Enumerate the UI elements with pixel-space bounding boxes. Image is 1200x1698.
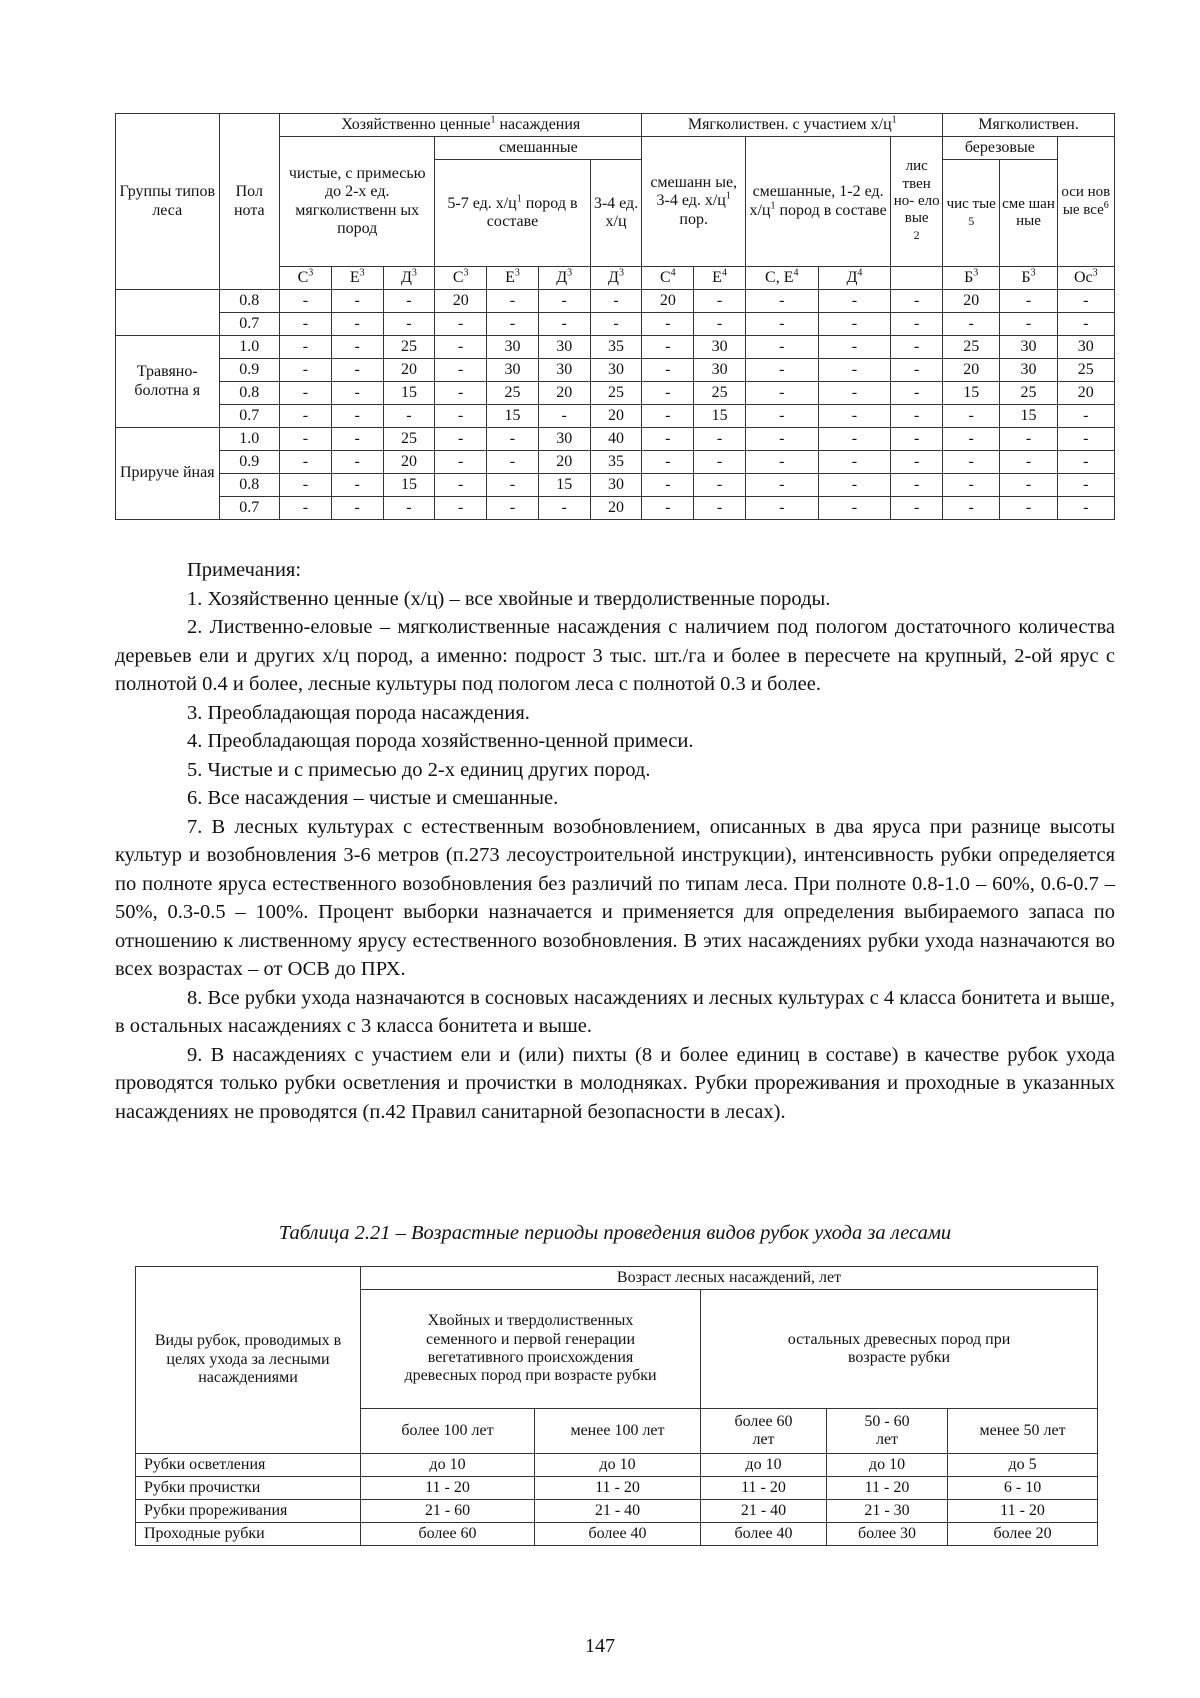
intensity-cell: - [745,336,818,359]
polnota-cell: 0.8 [219,474,280,497]
intensity-cell: - [435,359,487,382]
intensity-cell: 20 [590,497,642,520]
header-softwood-with-valuable: Мягколиствен. с участием $х/ц^1$ [642,114,943,137]
intensity-cell: - [745,290,818,313]
intensity-cell: 15 [487,405,539,428]
intensity-cell: - [435,474,487,497]
intensity-cell: - [331,428,383,451]
intensity-cell: - [891,313,943,336]
header-aspen: оси нов ые все$^6$ [1057,137,1114,267]
intensity-cell: - [642,313,694,336]
species-cell: $С^4$ [642,267,694,290]
intensity-cell: - [435,451,487,474]
age-range-cell: более 40 [701,1523,827,1546]
intensity-cell: 20 [943,359,1000,382]
intensity-cell: 30 [1000,336,1057,359]
table-caption: Таблица 2.21 – Возрастные периоды проведения видов рубок ухода за лесами [278,1222,952,1244]
intensity-cell: 15 [1000,405,1057,428]
intensity-cell: - [590,290,642,313]
intensity-cell: - [943,497,1000,520]
intensity-cell: 30 [487,336,539,359]
species-cell: $Б^3$ [1000,267,1057,290]
note-item: 9. В насаждениях с участием ели и (или) пихты (8 и более единиц в составе) в качестве рубок ухода проводятся только рубки осветления и прочистки в молодняках. Рубки прореживания и проходные в указанных насаждениях не проводятся (п.42 Правил санитарной безопасности в лесах). [115,1043,1115,1123]
intensity-cell: 25 [590,382,642,405]
note-item: 5. Чистые и с примесью до 2-х единиц других пород. [187,758,651,781]
intensity-cell: - [891,451,943,474]
age-periods-table [135,1266,1098,1546]
intensity-cell: - [818,359,891,382]
species-cell [891,267,943,290]
age-range-cell: до 10 [535,1454,701,1477]
intensity-cell: 20 [538,451,590,474]
intensity-cell: 40 [590,428,642,451]
age-range-cell: более 20 [948,1523,1098,1546]
intensity-cell: 30 [590,474,642,497]
age-range-cell: более 60 [361,1523,535,1546]
intensity-cell: 20 [1057,382,1114,405]
table-row [116,382,1115,405]
intensity-cell: - [943,313,1000,336]
intensity-cell: - [383,290,435,313]
age-range-cell: до 10 [361,1454,535,1477]
intensity-cell: - [943,474,1000,497]
intensity-cell: 15 [694,405,746,428]
species-cell: $Д^3$ [590,267,642,290]
table-row [116,497,1115,520]
intensity-cell: 25 [383,428,435,451]
age-range-cell: 11 - 20 [361,1477,535,1500]
intensity-cell: - [818,451,891,474]
intensity-cell: - [383,497,435,520]
intensity-cell: 25 [383,336,435,359]
intensity-cell: 15 [943,382,1000,405]
intensity-cell: - [331,451,383,474]
intensity-cell: - [280,336,332,359]
intensity-cell: - [1000,428,1057,451]
intensity-cell: - [1057,313,1114,336]
intensity-cell: - [818,474,891,497]
intensity-cell: - [331,405,383,428]
intensity-cell: - [642,359,694,382]
table-row [116,428,1115,451]
intensity-cell: - [1000,451,1057,474]
intensity-cell: - [642,497,694,520]
intensity-cell: - [745,382,818,405]
header-57: 5-7 ед. $х/ц^1$ пород в составе [435,160,590,267]
intensity-cell: - [694,290,746,313]
notes-title: Примечания: [187,559,302,581]
note-item: 4. Преобладающая порода хозяйственно-ценной примеси. [187,730,694,752]
forest-group-name: Прируче йная [116,428,220,520]
cutting-kind: Проходные рубки [136,1523,361,1546]
intensity-cell: 25 [1057,359,1114,382]
intensity-cell: 30 [694,336,746,359]
intensity-cell: - [1057,405,1114,428]
cutting-kind: Рубки осветления [136,1454,361,1477]
table-row [136,1523,1098,1546]
forest-group-name [116,290,220,336]
species-cell: $С^3$ [435,267,487,290]
polnota-cell: 0.8 [219,382,280,405]
intensity-cell: - [1057,497,1114,520]
intensity-cell: - [694,474,746,497]
intensity-cell: - [435,497,487,520]
intensity-cell: - [590,313,642,336]
intensity-cell: - [1057,451,1114,474]
header-birch-mixed: сме шан ные [1000,160,1057,267]
intensity-cell: - [435,428,487,451]
intensity-cell: 30 [590,359,642,382]
table-row [136,1500,1098,1523]
intensity-cell: - [280,405,332,428]
intensity-cell: - [818,382,891,405]
intensity-cell: 25 [487,382,539,405]
page-number: 147 [585,1635,615,1657]
header-birch: березовые [943,137,1058,160]
intensity-cell: - [538,405,590,428]
intensity-cell: 25 [1000,382,1057,405]
header-pure: чистые, с примесью до 2-х ед. мягколиственн ых пород [280,137,435,267]
conifer-header: Хвойных и твердолиственных семенного и первой генерации вегетативного происхождения древесных пород при возрасте рубки [361,1290,701,1409]
intensity-cell: - [487,290,539,313]
table-row [116,359,1115,382]
intensity-cell: - [280,497,332,520]
intensity-cell: - [538,290,590,313]
intensity-cell: - [818,290,891,313]
table-row [136,1477,1098,1500]
intensity-cell: - [891,474,943,497]
intensity-cell: 20 [435,290,487,313]
intensity-cell: 15 [383,474,435,497]
age-range-cell: 21 - 60 [361,1500,535,1523]
intensity-cell: 30 [1000,359,1057,382]
intensity-cell: - [818,336,891,359]
intensity-cell: - [487,428,539,451]
intensity-cell: - [642,382,694,405]
intensity-cell: - [1000,474,1057,497]
note-item: 1. Хозяйственно ценные (х/ц) – все хвойные и твердолиственные породы. [187,587,831,610]
intensity-cell: - [891,428,943,451]
age-range-cell: 11 - 20 [535,1477,701,1500]
age-range-cell: более 40 [535,1523,701,1546]
polnota-header: Пол нота [219,114,280,290]
age-range-cell: 21 - 40 [535,1500,701,1523]
polnota-cell: 0.7 [219,405,280,428]
intensity-cell: 20 [383,359,435,382]
header-birch-pure: чис тые 5 [943,160,1000,267]
intensity-cell: 35 [590,451,642,474]
intensity-cell: - [280,290,332,313]
intensity-cell: - [943,428,1000,451]
intensity-cell: - [694,497,746,520]
polnota-cell: 0.7 [219,497,280,520]
header-leaf-spruce: лис твен но- ело вые 2 [891,137,943,267]
header-34: 3-4 ед. х/ц [590,160,642,267]
kinds-header: Виды рубок, проводимых в целях ухода за лесными насаждениями [136,1267,361,1454]
intensity-cell: - [891,336,943,359]
intensity-cell: - [487,474,539,497]
age-range-cell: 21 - 40 [701,1500,827,1523]
species-cell: $Е^3$ [331,267,383,290]
age-subheader: менее 100 лет [535,1409,701,1454]
intensity-cell: - [745,405,818,428]
note-item: 8. Все рубки ухода назначаются в сосновых насаждениях и лесных культурах с 4 класса бонитета и выше, в остальных насаждениях с 3 класса бонитета и выше. [115,986,1115,1037]
intensity-cell: - [331,336,383,359]
intensity-cell: 20 [383,451,435,474]
table-row [116,313,1115,336]
age-range-cell: до 5 [948,1454,1098,1477]
age-range-cell: до 10 [701,1454,827,1477]
polnota-cell: 0.8 [219,290,280,313]
intensity-cell: - [891,382,943,405]
table-row [136,1454,1098,1477]
intensity-cell: - [280,313,332,336]
intensity-cell: - [1000,313,1057,336]
intensity-cell: - [891,359,943,382]
intensity-cell: 30 [538,428,590,451]
species-cell: $Ос^3$ [1057,267,1114,290]
intensity-cell: - [745,451,818,474]
intensity-cell: - [280,428,332,451]
intensity-cell: - [1057,428,1114,451]
intensity-cell: 30 [538,359,590,382]
intensity-cell: - [1057,474,1114,497]
age-range-cell: 6 - 10 [948,1477,1098,1500]
note-item: 2. Лиственно-еловые – мягколиственные насаждения с наличием под пологом достаточного количества деревьев ели и других х/ц пород, а именно: подрост 3 тыс. шт./га и более в пересчете на крупный, 2-ой ярус с полнотой 0.4 и более, лесные культуры под пологом леса с полнотой 0.3 и более. [115,616,1115,695]
intensity-cell: - [818,405,891,428]
intensity-cell: - [642,451,694,474]
age-subheader: более 100 лет [361,1409,535,1454]
age-range-cell: 21 - 30 [827,1500,948,1523]
intensity-cell: - [280,451,332,474]
intensity-cell: - [891,405,943,428]
intensity-cell: - [1057,290,1114,313]
age-range-cell: более 30 [827,1523,948,1546]
intensity-cell: - [331,313,383,336]
age-range-cell: до 10 [827,1454,948,1477]
intensity-cell: - [943,451,1000,474]
intensity-cell: - [745,313,818,336]
cutting-kind: Рубки прореживания [136,1500,361,1523]
age-range-cell: 11 - 20 [701,1477,827,1500]
intensity-cell: - [642,336,694,359]
cutting-kind: Рубки прочистки [136,1477,361,1500]
intensity-cell: - [818,313,891,336]
intensity-cell: 35 [590,336,642,359]
intensity-cell: 15 [538,474,590,497]
table-row [116,290,1115,313]
intensity-cell: - [331,290,383,313]
intensity-cell: 15 [383,382,435,405]
intensity-cell: - [745,359,818,382]
group-header: Группы типов леса [116,114,220,290]
intensity-cell: - [1000,290,1057,313]
polnota-cell: 1.0 [219,336,280,359]
species-cell: $Д^4$ [818,267,891,290]
note-item: 3. Преобладающая порода насаждения. [187,701,530,724]
intensity-cell: - [383,313,435,336]
header-mixed: смешанные [435,137,642,160]
intensity-cell: - [487,313,539,336]
intensity-cell: - [745,474,818,497]
intensity-cell: 20 [943,290,1000,313]
intensity-cell: - [280,474,332,497]
intensity-cell: - [280,382,332,405]
note-item: 6. Все насаждения – чистые и смешанные. [187,787,559,809]
intensity-cell: - [818,428,891,451]
intensity-cell: - [435,382,487,405]
intensity-cell: - [331,382,383,405]
polnota-cell: 0.7 [219,313,280,336]
note-item: 7. В лесных культурах с естественным возобновлением, описанных в два яруса при разнице высоты культур и возобновления 3-6 метров (п.273 лесоустроительной инструкции), интенсивность рубки определяется по полноте яруса естественного возобновления без различий по типам леса. При полноте 0.8-1.0 – 60%, 0.6-0.7 – 50%, 0.3-0.5 – 100%. Процент выборки назначается и применяется для определения выбираемого запаса по отношению к лиственному ярусу естественного возобновления. В этих насаждениях рубки ухода назначаются во всех возрастах – от ОСВ до ПРХ. [115,815,1115,980]
intensity-cell: - [745,428,818,451]
intensity-cell: - [538,497,590,520]
age-subheader: более 60 лет [701,1409,827,1454]
intensity-cell: 25 [694,382,746,405]
table-row [116,451,1115,474]
intensity-cell: - [694,313,746,336]
header-mixed-34: смешанн ые, 3-4 ед. $х/ц^1$ пор. [642,137,746,267]
intensity-cell: - [642,428,694,451]
species-cell: $Б^3$ [943,267,1000,290]
intensity-cell: - [435,313,487,336]
intensity-cell: 30 [487,359,539,382]
age-range-cell: 11 - 20 [948,1500,1098,1523]
intensity-cell: - [487,451,539,474]
age-header: Возраст лесных насаждений, лет [361,1267,1098,1290]
other-header: остальных древесных пород при возрасте рубки [701,1290,1098,1409]
header-valuable: Хозяйственно ценные$^1$ насаждения [280,114,642,137]
age-subheader: менее 50 лет [948,1409,1098,1454]
age-range-cell: 11 - 20 [827,1477,948,1500]
species-cell: $Д^3$ [538,267,590,290]
intensity-cell: 20 [538,382,590,405]
intensity-cell: - [745,497,818,520]
species-cell: $Е^3$ [487,267,539,290]
table-row [116,405,1115,428]
intensity-cell: 25 [943,336,1000,359]
polnota-cell: 1.0 [219,428,280,451]
intensity-cell: - [487,497,539,520]
table-row [116,336,1115,359]
intensity-cell: - [331,359,383,382]
intensity-cell: - [891,497,943,520]
species-cell: $С^3$ [280,267,332,290]
intensity-cell: 30 [694,359,746,382]
intensity-cell: - [383,405,435,428]
intensity-cell: - [435,336,487,359]
intensity-cell: - [694,428,746,451]
table-row [116,474,1115,497]
intensity-cell: 30 [1057,336,1114,359]
age-subheader: 50 - 60 лет [827,1409,948,1454]
species-cell: $Е^4$ [694,267,746,290]
intensity-cell: - [331,474,383,497]
intensity-cell: - [280,359,332,382]
notes-section [115,556,1115,1126]
intensity-cell: - [1000,497,1057,520]
thinning-intensity-table [115,113,1115,520]
intensity-cell: - [642,474,694,497]
intensity-cell: - [818,497,891,520]
intensity-cell: 20 [642,290,694,313]
header-mixed-12: смешанные, 1-2 ед. $х/ц^1$ пород в составе [745,137,890,267]
intensity-cell: - [435,405,487,428]
intensity-cell: - [891,290,943,313]
intensity-cell: - [642,405,694,428]
polnota-cell: 0.9 [219,359,280,382]
intensity-cell: - [331,497,383,520]
intensity-cell: 30 [538,336,590,359]
intensity-cell: - [943,405,1000,428]
intensity-cell: - [538,313,590,336]
forest-group-name: Травяно- болотна я [116,336,220,428]
polnota-cell: 0.9 [219,451,280,474]
header-softwood: Мягколиствен. [943,114,1115,137]
species-cell: С, $Е^4$ [745,267,818,290]
intensity-cell: 20 [590,405,642,428]
intensity-cell: - [694,451,746,474]
species-cell: $Д^3$ [383,267,435,290]
